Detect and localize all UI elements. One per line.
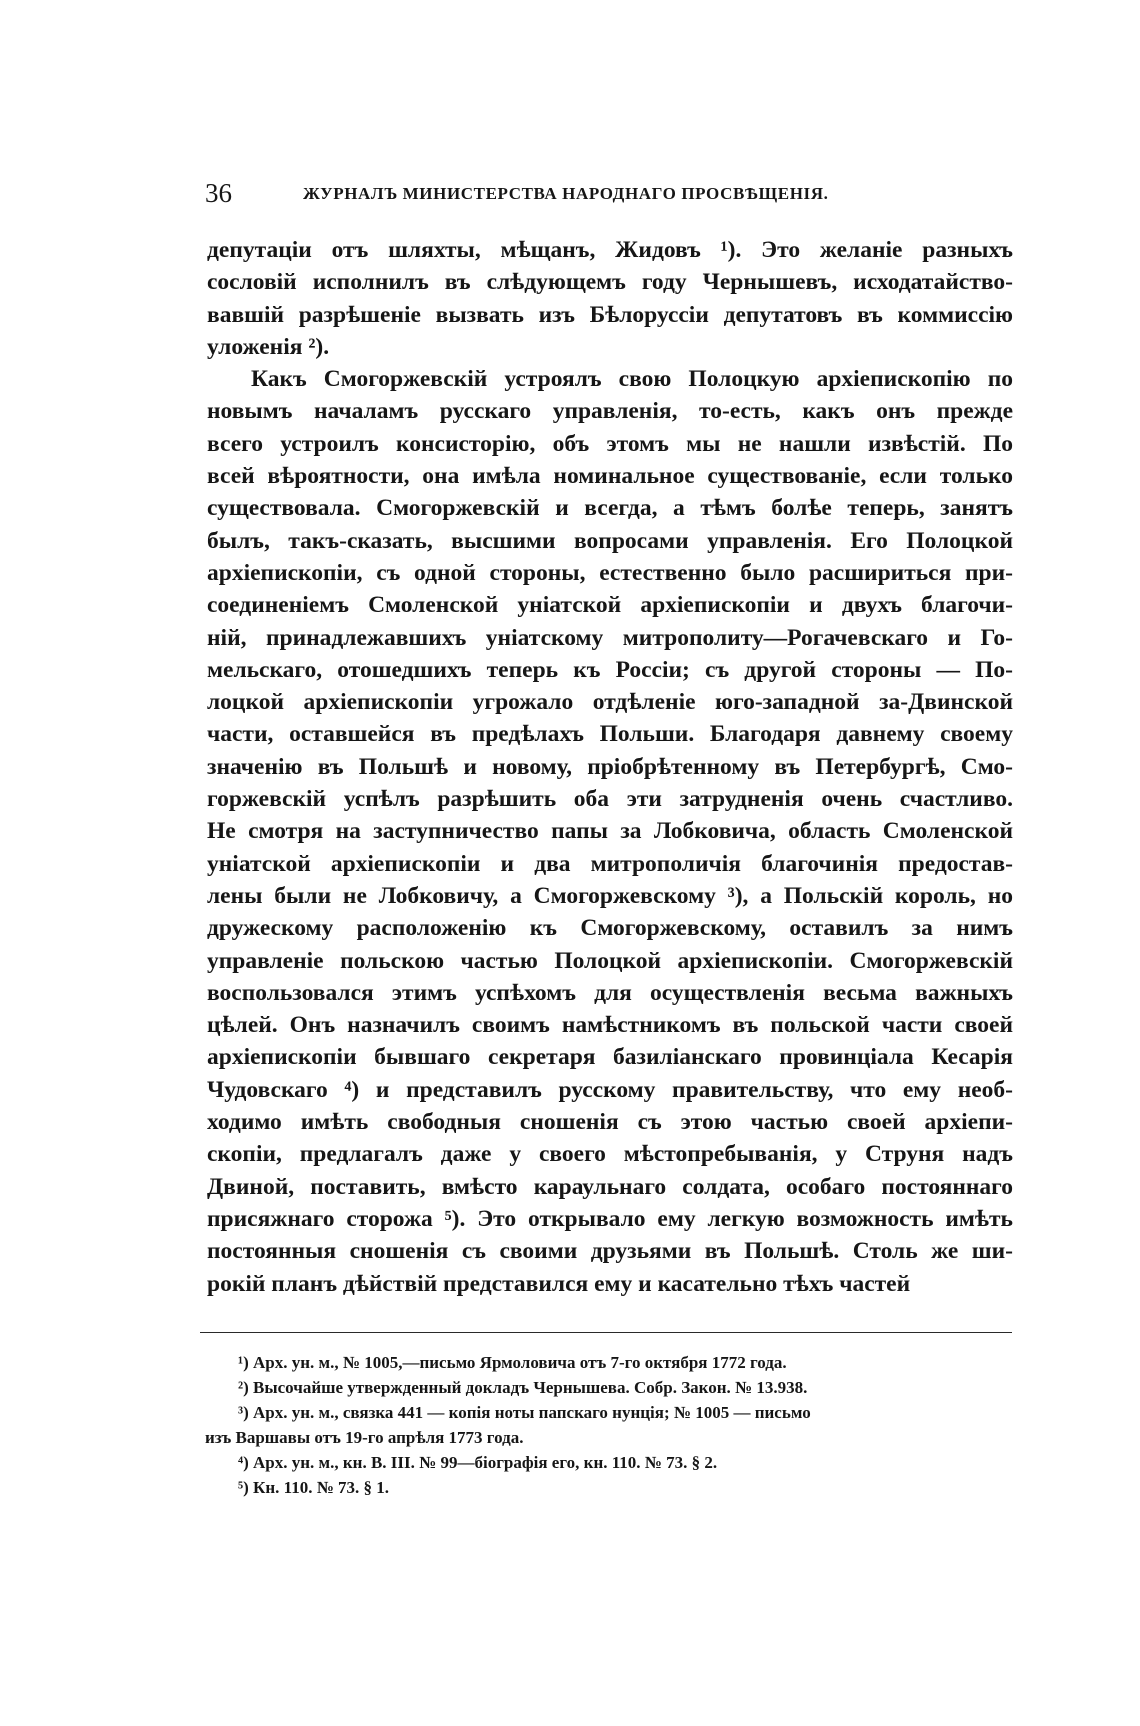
text-line: воспользовался этимъ успѣхомъ для осуществленія весьма важныхъ	[207, 979, 1013, 1006]
footnote	[205, 1350, 1000, 1375]
footnote	[205, 1475, 1000, 1500]
footnote-line: ²) Высочайше утвержденный докладъ Чернышева. Собр. Закон. № 13.938.	[238, 1378, 808, 1397]
journal-title: ЖУРНАЛЪ МИНИСТЕРСТВА НАРОДНАГО ПРОСВѢЩЕНІЯ.	[303, 184, 829, 203]
text-line: соединеніемъ Смоленской уніатской архіепископіи и двухъ благочи-	[207, 592, 1013, 619]
text-line: управленіе польскою частью Полоцкой архіепископіи. Смогоржевскій	[207, 947, 1013, 974]
text-line: архіепископіи бывшаго секретаря базиліанскаго провинціала Кесарія	[207, 1044, 1013, 1071]
text-line: лоцкой архіепископіи угрожало отдѣленіе юго-западной за-Двинской	[207, 689, 1013, 716]
text-line: Чудовскаго ⁴) и представилъ русскому правительству, что ему необ-	[207, 1076, 1013, 1103]
page-number: 36	[205, 178, 232, 208]
main-text	[207, 234, 1013, 1300]
text-line: лены были не Лобковичу, а Смогоржевскому ³), а Польскій король, но	[207, 882, 1013, 909]
footnote-line: ¹) Арх. ун. м., № 1005,—письмо Ярмоловича отъ 7-го октября 1772 года.	[238, 1353, 787, 1372]
text-line: присяжнаго сторожа ⁵). Это открывало ему легкую возможность имѣть	[207, 1205, 1013, 1232]
text-line: скопіи, предлагалъ даже у своего мѣстопребыванія, у Струня надъ	[207, 1141, 1013, 1168]
text-line: горжевскій успѣлъ разрѣшить оба эти затрудненія очень счастливо.	[207, 786, 1013, 813]
text-line: новымъ началамъ русскаго управленія, то-есть, какъ онъ прежде	[207, 398, 1013, 425]
text-line: цѣлей. Онъ назначилъ своимъ намѣстникомъ въ польской части своей	[207, 1012, 1013, 1039]
text-line: ній, принадлежавшихъ уніатскому митрополиту—Рогачевскаго и Го-	[207, 624, 1013, 651]
footnote	[205, 1400, 1000, 1450]
footnote-line: ³) Арх. ун. м., связка 441 — копія ноты папскаго нунція; № 1005 — письмо	[238, 1403, 811, 1422]
text-line: значенію въ Польшѣ и новому, пріобрѣтенному въ Петербургѣ, Смо-	[207, 753, 1013, 780]
text-line: существовала. Смогоржевскій и всегда, а тѣмъ болѣе теперь, занятъ	[207, 495, 1013, 522]
text-line: былъ, такъ-сказать, высшими вопросами управленія. Его Полоцкой	[207, 527, 1013, 554]
footnote-line: ⁵) Кн. 110. № 73. § 1.	[238, 1478, 390, 1497]
footnote-line: ⁴) Арх. ун. м., кн. В. III. № 99—біографія его, кн. 110. № 73. § 2.	[238, 1453, 718, 1472]
text-line: вавшій разрѣшеніе вызвать изъ Бѣлоруссіи депутатовъ въ коммиссію	[207, 301, 1013, 328]
text-line: сословій исполнилъ въ слѣдующемъ году Чернышевъ, исходатайство-	[207, 269, 1013, 296]
text-line: мельскаго, отошедшихъ теперь къ Россіи; съ другой стороны — По-	[207, 656, 1013, 683]
text-line: ходимо имѣть свободныя сношенія съ этою частью своей архіепи-	[207, 1109, 1013, 1136]
text-line: Двиной, поставить, вмѣсто караульнаго солдата, особаго постояннаго	[207, 1173, 1013, 1200]
text-line: дружескому расположенію къ Смогоржевскому, оставилъ за нимъ	[207, 915, 1013, 942]
footnotes	[205, 1350, 1000, 1500]
running-header	[205, 178, 975, 208]
text-line: уложенія ²).	[207, 333, 330, 360]
text-line: Какъ Смогоржевскій устроялъ свою Полоцкую архіепископію по	[251, 366, 1013, 393]
text-line: Не смотря на заступничество папы за Лобковича, область Смоленской	[207, 818, 1013, 845]
text-line: архіепископіи, съ одной стороны, естественно было расшириться при-	[207, 559, 1013, 586]
footnote	[205, 1450, 1000, 1475]
text-line: уніатской архіепископіи и два митрополичія благочинія предостав-	[207, 850, 1013, 877]
text-line: депутаціи отъ шляхты, мѣщанъ, Жидовъ ¹). Это желаніе разныхъ	[207, 237, 1013, 263]
text-line: всей вѣроятности, она имѣла номинальное существованіе, если только	[207, 463, 1013, 490]
text-line: всего устроилъ консисторію, объ этомъ мы не нашли извѣстій. По	[207, 430, 1013, 457]
text-line: части, оставшейся въ предѣлахъ Польши. Благодаря давнему своему	[207, 721, 1013, 748]
footnote	[205, 1375, 1000, 1400]
text-line: рокій планъ дѣйствій представился ему и касательно тѣхъ частей	[207, 1270, 911, 1297]
footnote-line: изъ Варшавы отъ 19-го апрѣля 1773 года.	[205, 1428, 524, 1447]
footnote-divider	[200, 1332, 1012, 1333]
text-line: постоянныя сношенія съ своими друзьями въ Польшѣ. Столь же ши-	[207, 1238, 1013, 1265]
